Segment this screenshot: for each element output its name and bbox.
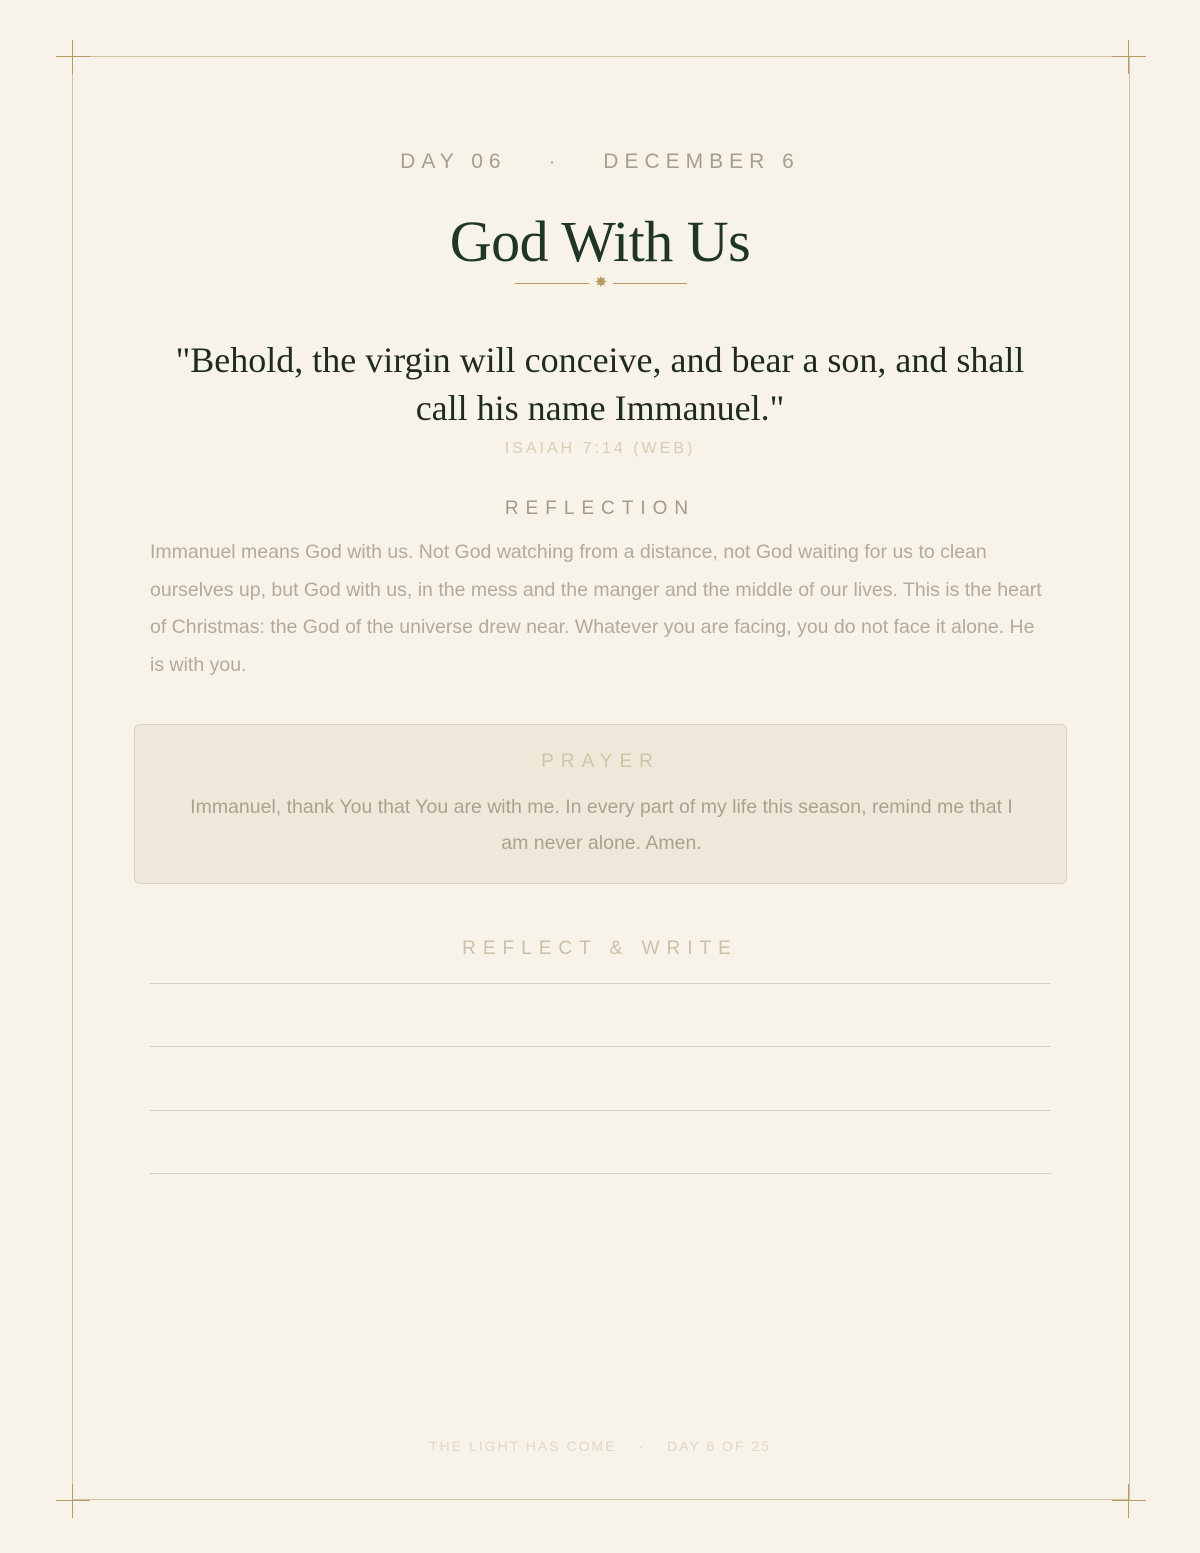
footer-book-title: THE LIGHT HAS COME [429, 1438, 617, 1454]
header-separator: · [548, 150, 562, 173]
prayer-text: Immanuel, thank You that You are with me. In every part of my life this season, remind me that I am never alone. Amen. [190, 796, 1013, 854]
corner-cross-bottom-left [56, 1484, 90, 1518]
corner-cross-top-left [56, 40, 90, 74]
scripture-verse: "Behold, the virgin will conceive, and bear a son, and shall call his name Immanuel." [175, 340, 1025, 428]
page-title: God With Us [449, 209, 751, 274]
footer-day-progress: DAY 6 OF 25 [666, 1438, 771, 1454]
writing-line[interactable] [150, 983, 1051, 984]
day-number: DAY 06 [400, 150, 507, 173]
writing-line[interactable] [150, 1046, 1051, 1047]
writing-line[interactable] [150, 1173, 1051, 1174]
title-ornament [515, 276, 687, 290]
corner-cross-top-right [1112, 40, 1146, 74]
footer-separator: · [638, 1438, 646, 1454]
ornament-line-left [515, 283, 589, 284]
page-footer [0, 1438, 1200, 1454]
date-label: DECEMBER 6 [603, 150, 800, 173]
reflection-text: Immanuel means God with us. Not God watching from a distance, not God waiting for us to clean ourselves up, but God with us, in the mess and the manger and the middle of our lives. This is the heart of Christmas: the God of the universe drew near. Whatever you are facing, you do not face it alone. He is with you. [150, 541, 1042, 676]
scripture-reference: ISAIAH 7:14 (WEB) [504, 440, 696, 457]
reflection-heading: REFLECTION [504, 498, 696, 519]
prayer-box [134, 724, 1067, 884]
day-date-header [0, 150, 1200, 174]
star-ornament-icon: ✸ [594, 274, 608, 291]
reflect-write-heading: REFLECT & WRITE [462, 938, 738, 959]
corner-cross-bottom-right [1112, 1484, 1146, 1518]
ornament-line-right [613, 283, 687, 284]
writing-line[interactable] [150, 1110, 1051, 1111]
prayer-heading: PRAYER [541, 751, 660, 772]
